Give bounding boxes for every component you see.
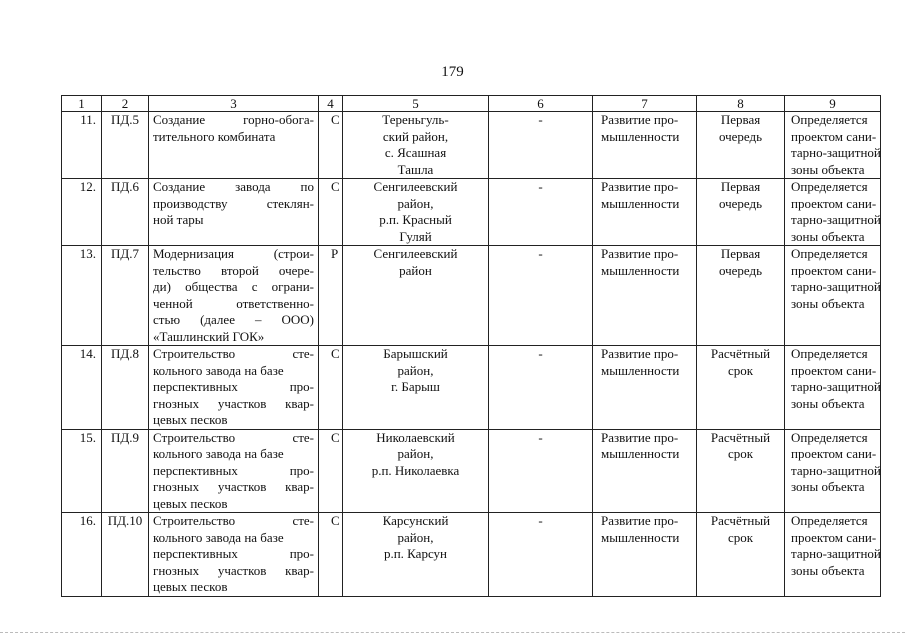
- object-location-line: Барышский: [383, 346, 448, 361]
- table-row: [62, 179, 881, 246]
- object-name-line: Создание завода по: [153, 179, 314, 194]
- implementation-stage-line: срок: [727, 446, 754, 461]
- protection-zone-line: тарно-защитной: [791, 546, 881, 561]
- object-location-line: район,: [397, 446, 434, 461]
- protection-zone-line: Определяется: [791, 346, 868, 361]
- implementation-stage: [697, 112, 785, 179]
- object-purpose: [593, 346, 697, 430]
- protection-zone-line: тарно-защитной: [791, 462, 881, 478]
- object-purpose: [593, 429, 697, 513]
- implementation-stage: [697, 179, 785, 246]
- protection-zone-line: Определяется: [791, 429, 868, 445]
- object-purpose-line: Развитие про-: [601, 429, 679, 445]
- object-location-line: г. Барыш: [391, 379, 440, 394]
- protection-zone-line: проектом сани-: [791, 128, 877, 144]
- object-location-line: Тереньгуль-: [382, 112, 449, 127]
- implementation-stage-line: срок: [727, 362, 754, 378]
- object-location-line: Сенгилеевский: [373, 179, 458, 194]
- table-row: [62, 513, 881, 597]
- protection-zone-line: проектом сани-: [791, 362, 877, 378]
- object-name-line: гнозных участков квар-: [153, 562, 314, 578]
- object-name-line: гнозных участков квар-: [153, 395, 314, 411]
- protection-zone-line: зоны объекта: [791, 228, 865, 244]
- object-type: С: [319, 112, 343, 179]
- object-name-line: Строительство сте-: [153, 513, 314, 528]
- protection-zone-line: зоны объекта: [791, 295, 865, 311]
- implementation-stage-line: Первая: [720, 246, 761, 261]
- object-type: С: [319, 513, 343, 597]
- object-name-line: тельство второй очере-: [153, 262, 314, 278]
- object-name-line: цевых песков: [153, 495, 228, 511]
- protection-zone-line: зоны объекта: [791, 395, 865, 411]
- object-name-line: Создание горно-обога-: [153, 112, 314, 127]
- object-type: С: [319, 346, 343, 430]
- object-name-line: кольного завода на базе: [153, 362, 284, 378]
- object-location-line: Ташла: [397, 161, 434, 177]
- object-name-line: ди) общества с ограни-: [153, 279, 314, 294]
- object-name-line: ченной ответственно-: [153, 295, 314, 311]
- object-purpose-line: Развитие про-: [601, 112, 679, 127]
- object-name-line: кольного завода на базе: [153, 529, 284, 545]
- object-purpose: [593, 179, 697, 246]
- implementation-stage-line: Расчётный: [710, 346, 771, 361]
- object-location: [343, 346, 489, 430]
- page-number: 179: [441, 64, 464, 80]
- table-row: [62, 429, 881, 513]
- object-location: [343, 179, 489, 246]
- protection-zone: [785, 513, 881, 597]
- protection-zone: [785, 429, 881, 513]
- column-header: 6: [489, 96, 593, 112]
- column-6-value: -: [489, 112, 593, 179]
- object-purpose-line: Развитие про-: [601, 246, 679, 261]
- column-header: 9: [785, 96, 881, 112]
- column-header: 8: [697, 96, 785, 112]
- row-number: 14.: [62, 346, 102, 430]
- object-location-line: район,: [397, 529, 434, 545]
- object-purpose: [593, 513, 697, 597]
- object-name-line: ной тары: [153, 212, 204, 227]
- protection-zone: [785, 346, 881, 430]
- protection-zone-line: Определяется: [791, 112, 868, 127]
- implementation-stage-line: срок: [727, 529, 754, 545]
- object-purpose-line: Развитие про-: [601, 179, 679, 194]
- implementation-stage: [697, 429, 785, 513]
- column-header: 7: [593, 96, 697, 112]
- object-code: ПД.10: [102, 513, 149, 597]
- object-location: [343, 513, 489, 597]
- protection-zone-line: Определяется: [791, 179, 868, 194]
- protection-zone-line: проектом сани-: [791, 529, 877, 545]
- implementation-stage-line: Расчётный: [710, 513, 771, 528]
- table-row: [62, 112, 881, 179]
- column-6-value: -: [489, 513, 593, 597]
- object-purpose-line: Развитие про-: [601, 346, 679, 361]
- object-code: ПД.6: [102, 179, 149, 246]
- object-name-line: стью (далее – ООО): [153, 312, 314, 327]
- implementation-stage-line: очередь: [718, 195, 763, 211]
- protection-zone-line: проектом сани-: [791, 262, 877, 278]
- row-number: 16.: [62, 513, 102, 597]
- object-type: С: [319, 179, 343, 246]
- row-number: 13.: [62, 246, 102, 346]
- implementation-stage-line: очередь: [718, 128, 763, 144]
- row-number: 12.: [62, 179, 102, 246]
- column-6-value: -: [489, 346, 593, 430]
- implementation-stage-line: Расчётный: [710, 429, 771, 445]
- object-code: ПД.8: [102, 346, 149, 430]
- object-name: [149, 429, 319, 513]
- object-name: [149, 513, 319, 597]
- column-header: 3: [149, 96, 319, 112]
- implementation-stage: [697, 346, 785, 430]
- object-name-line: «Ташлинский ГОК»: [153, 328, 265, 344]
- object-location: [343, 112, 489, 179]
- object-purpose-line: мышленности: [601, 529, 680, 545]
- table-row: [62, 346, 881, 430]
- object-location-line: Николаевский: [376, 429, 455, 445]
- protection-zone-line: тарно-защитной: [791, 379, 881, 394]
- object-code: ПД.7: [102, 246, 149, 346]
- object-name: [149, 346, 319, 430]
- protection-zone-line: Определяется: [791, 513, 868, 528]
- object-name-line: цевых песков: [153, 579, 228, 594]
- object-name-line: перспективных про-: [153, 379, 314, 394]
- object-type: Р: [319, 246, 343, 346]
- object-location: [343, 429, 489, 513]
- implementation-stage-line: очередь: [718, 262, 763, 278]
- object-type: С: [319, 429, 343, 513]
- table-header-row: [62, 96, 881, 112]
- object-name-line: перспективных про-: [153, 462, 314, 478]
- object-location-line: р.п. Красный: [379, 212, 452, 227]
- object-location-line: Сенгилеевский: [373, 246, 458, 261]
- object-purpose: [593, 246, 697, 346]
- object-location-line: ский район,: [382, 128, 449, 144]
- object-name-line: цевых песков: [153, 412, 228, 427]
- protection-zone-line: Определяется: [791, 246, 868, 261]
- protection-zone-line: зоны объекта: [791, 562, 865, 578]
- object-name-line: гнозных участков квар-: [153, 479, 314, 494]
- protection-zone-line: тарно-защитной: [791, 145, 881, 160]
- object-name-line: Модернизация (строи-: [153, 246, 314, 261]
- protection-zone-line: тарно-защитной: [791, 212, 881, 227]
- protection-zone: [785, 179, 881, 246]
- table-row: [62, 246, 881, 346]
- object-purpose-line: мышленности: [601, 128, 680, 144]
- object-purpose-line: Развитие про-: [601, 513, 679, 528]
- object-location-line: с. Ясашная: [384, 145, 447, 160]
- objects-table: [61, 95, 881, 597]
- object-purpose-line: мышленности: [601, 262, 680, 278]
- object-name: [149, 179, 319, 246]
- object-name-line: Строительство сте-: [153, 429, 314, 445]
- object-location-line: район,: [397, 362, 434, 378]
- protection-zone-line: тарно-защитной: [791, 279, 881, 294]
- object-name-line: тительного комбината: [153, 128, 276, 144]
- column-header: 2: [102, 96, 149, 112]
- implementation-stage-line: Первая: [720, 179, 761, 194]
- object-name-line: Строительство сте-: [153, 346, 314, 361]
- protection-zone-line: проектом сани-: [791, 446, 877, 461]
- object-name-line: кольного завода на базе: [153, 446, 284, 461]
- column-header: 4: [319, 96, 343, 112]
- row-number: 15.: [62, 429, 102, 513]
- protection-zone-line: зоны объекта: [791, 161, 865, 177]
- protection-zone: [785, 112, 881, 179]
- protection-zone-line: зоны объекта: [791, 479, 865, 494]
- object-location-line: р.п. Карсун: [383, 546, 448, 561]
- object-purpose-line: мышленности: [601, 446, 680, 461]
- column-header: 1: [62, 96, 102, 112]
- object-location: [343, 246, 489, 346]
- object-location-line: район: [399, 262, 432, 278]
- object-purpose: [593, 112, 697, 179]
- object-location-line: р.п. Николаевка: [371, 462, 460, 478]
- implementation-stage: [697, 246, 785, 346]
- implementation-stage: [697, 513, 785, 597]
- object-location-line: Карсунский: [382, 513, 449, 528]
- object-code: ПД.5: [102, 112, 149, 179]
- protection-zone-line: проектом сани-: [791, 195, 877, 211]
- column-6-value: -: [489, 429, 593, 513]
- object-purpose-line: мышленности: [601, 195, 680, 211]
- object-name: [149, 112, 319, 179]
- column-header: 5: [343, 96, 489, 112]
- object-location-line: район,: [397, 195, 434, 211]
- row-number: 11.: [62, 112, 102, 179]
- object-location-line: Гуляй: [399, 228, 432, 244]
- page-bottom-edge: [0, 632, 905, 633]
- object-name-line: перспективных про-: [153, 546, 314, 561]
- column-6-value: -: [489, 179, 593, 246]
- implementation-stage-line: Первая: [720, 112, 761, 127]
- protection-zone: [785, 246, 881, 346]
- column-6-value: -: [489, 246, 593, 346]
- object-name: [149, 246, 319, 346]
- object-name-line: производству стеклян-: [153, 195, 314, 211]
- object-code: ПД.9: [102, 429, 149, 513]
- object-purpose-line: мышленности: [601, 362, 680, 378]
